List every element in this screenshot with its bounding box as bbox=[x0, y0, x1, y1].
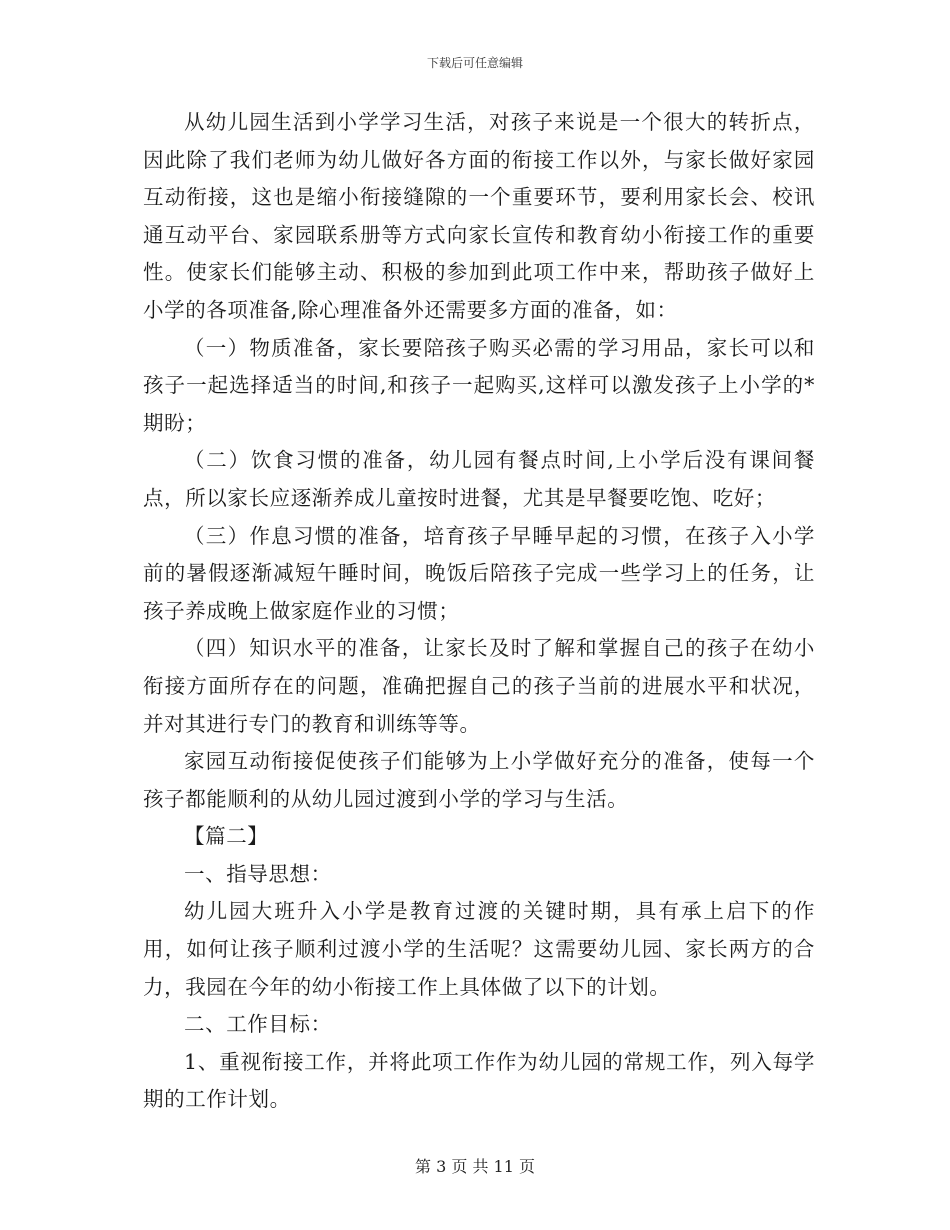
paragraph-diet-prep: （二）饮食习惯的准备，幼儿园有餐点时间,上小学后没有课间餐点，所以家长应逐渐养成儿童按时进餐，尤其是早餐要吃饱、吃好； bbox=[143, 448, 815, 510]
heading-guiding-thought: 一、指导思想： bbox=[184, 861, 332, 886]
paragraph-material-prep: （一）物质准备，家长要陪孩子购买必需的学习用品，家长可以和孩子一起选择适当的时间,和孩子一起购买,这样可以激发孩子上小学的*期盼； bbox=[143, 335, 815, 435]
page-header: 下载后可任意编辑 bbox=[426, 56, 523, 70]
paragraph-goal-1: 1、重视衔接工作，并将此项工作作为幼儿园的常规工作，列入每学期的工作计划。 bbox=[143, 1049, 815, 1112]
page-footer: 第 3 页 共 11 页 bbox=[415, 1157, 535, 1176]
paragraph-schedule-prep: （三）作息习惯的准备，培育孩子早睡早起的习惯，在孩子入小学前的暑假逐渐减短午睡时间，晚饭后陪孩子完成一些学习上的任务，让孩子养成晚上做家庭作业的习惯； bbox=[143, 523, 815, 623]
section-heading-part-two: 【篇二】 bbox=[184, 824, 269, 849]
paragraph-intro: 从幼儿园生活到小学学习生活，对孩子来说是一个很大的转折点，因此除了我们老师为幼儿做好各方面的衔接工作以外，与家长做好家园互动衔接，这也是缩小衔接缝隙的一个重要环节，要利用家长会、校讯通互动平台、家园联系册等方式向家长宣传和教育幼小衔接工作的重要性。使家长们能够主动、积极的参加到此项工作中来，帮助孩子做好上小学的各项准备,除心理准备外还需要多方面的准备，如： bbox=[143, 110, 815, 322]
paragraph-conclusion: 家园互动衔接促使孩子们能够为上小学做好充分的准备，使每一个孩子都能顺利的从幼儿园过渡到小学的学习与生活。 bbox=[143, 749, 815, 811]
document-body bbox=[143, 104, 815, 1119]
paragraph-guiding-thought: 幼儿园大班升入小学是教育过渡的关键时期，具有承上启下的作用，如何让孩子顺利过渡小学的生活呢？这需要幼儿园、家长两方的合力，我园在今年的幼小衔接工作上具体做了以下的计划。 bbox=[143, 899, 815, 999]
paragraph-knowledge-prep: （四）知识水平的准备，让家长及时了解和掌握自己的孩子在幼小衔接方面所存在的问题，准确把握自己的孩子当前的进展水平和状况，并对其进行专门的教育和训练等等。 bbox=[143, 636, 815, 736]
heading-work-goals: 二、工作目标： bbox=[184, 1012, 332, 1037]
